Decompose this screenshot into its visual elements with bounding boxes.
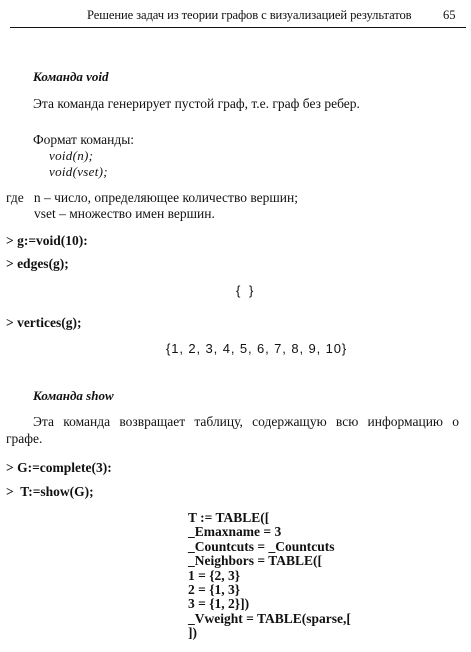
format-line-2: void(vset);: [49, 164, 108, 179]
header-rule: [10, 27, 466, 28]
maple-output-edges: { }: [236, 283, 255, 298]
maple-output-vertices: {1, 2, 3, 4, 5, 6, 7, 8, 9, 10}: [166, 341, 348, 356]
output-line: _Neighbors = TABLE([: [188, 553, 322, 569]
page-number: 65: [443, 8, 456, 22]
running-header: Решение задач из теории графов с визуализацией результатов: [87, 8, 412, 22]
void-description: Эта команда генерирует пустой граф, т.е. граф без ребер.: [33, 96, 360, 111]
maple-output-table: [188, 511, 351, 641]
show-description-line-1: Эта команда возвращает таблицу, содержащую всю информацию о: [33, 414, 459, 429]
output-line: 2 = {1, 3}: [188, 582, 241, 598]
output-line: _Countcuts = _Countcuts: [188, 538, 335, 554]
maple-command: > g:=void(10):: [6, 233, 88, 248]
format-line-1: void(n);: [49, 148, 94, 163]
section-heading-void: Команда void: [33, 69, 109, 84]
maple-command: > T:=show(G);: [6, 484, 94, 499]
section-heading-show: Команда show: [33, 388, 114, 403]
output-line: T := TABLE([: [188, 510, 270, 525]
output-line: ]): [188, 625, 197, 641]
output-line: _Emaxname = 3: [188, 524, 282, 540]
output-line: 1 = {2, 3}: [188, 567, 241, 583]
where-line-2: vset – множество имен вершин.: [34, 206, 215, 221]
output-line: 3 = {1, 2}]): [188, 596, 250, 612]
output-line: _Vweight = TABLE(sparse,[: [188, 610, 351, 626]
format-label: Формат команды:: [33, 132, 135, 147]
maple-command: > vertices(g);: [6, 315, 82, 330]
maple-command: > G:=complete(3):: [6, 460, 112, 475]
where-line-1: где n – число, определяющее количество вершин;: [6, 190, 298, 205]
maple-command: > edges(g);: [6, 256, 69, 271]
show-description-line-2: графе.: [6, 431, 43, 446]
